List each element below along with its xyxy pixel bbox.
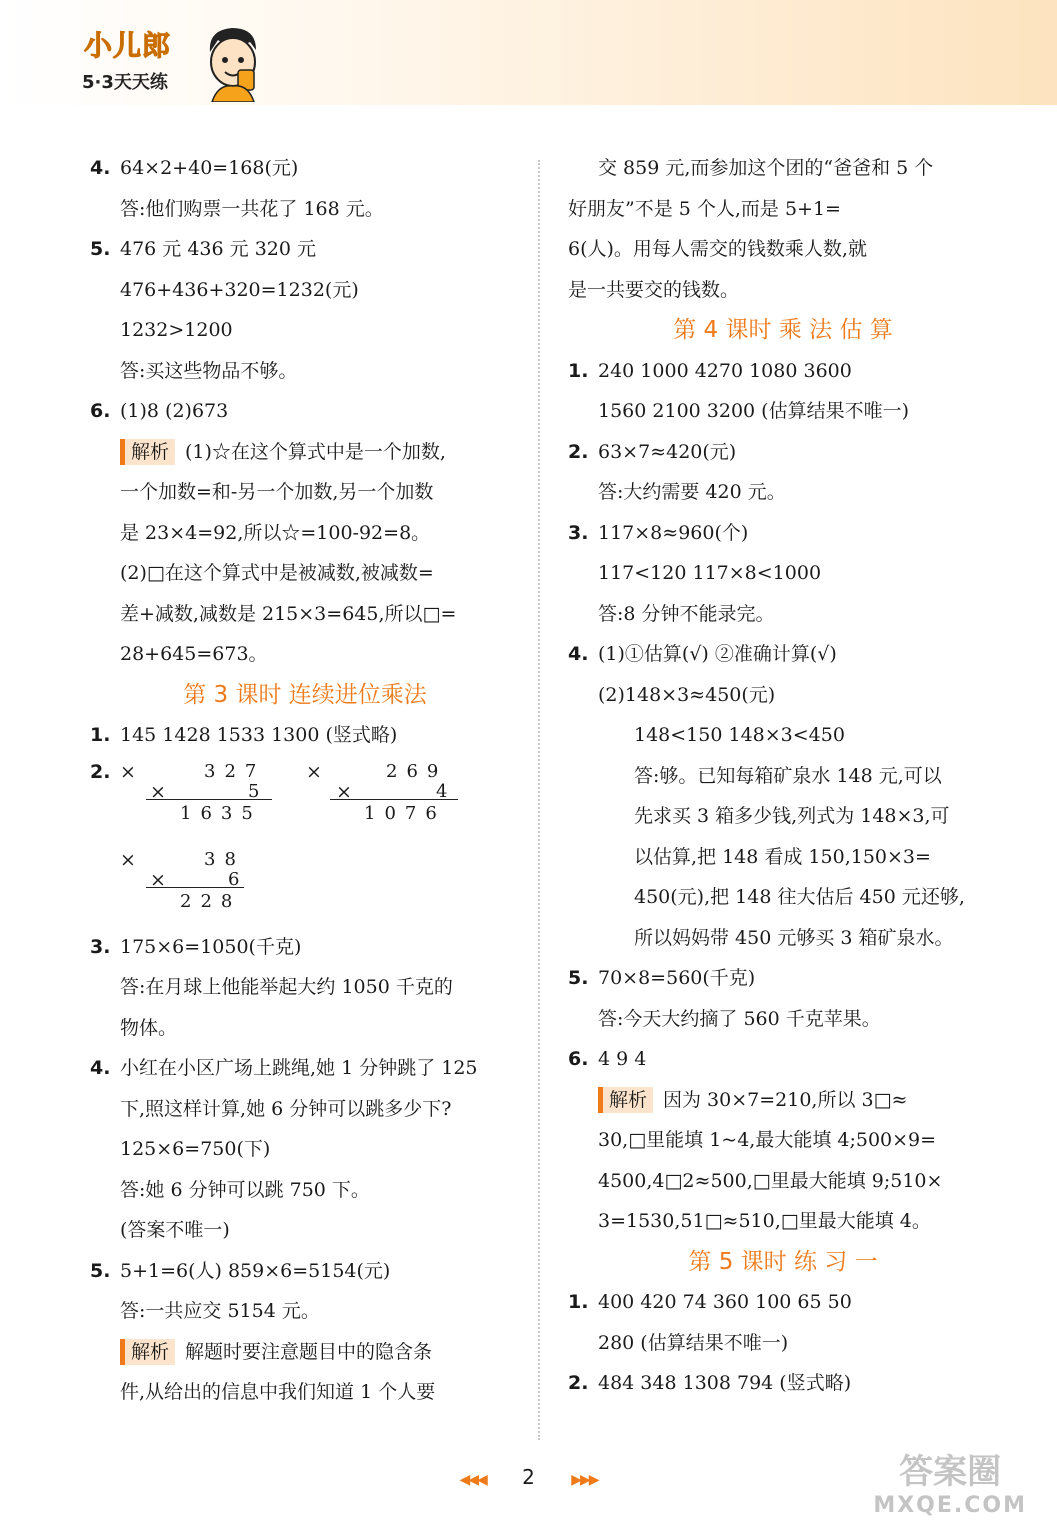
analysis-tag: 解析 (120, 439, 175, 465)
q5-number: 5. (90, 238, 111, 260)
q4-answer: 答:他们购票一共花了 168 元。 (120, 197, 384, 220)
r-q2-number: 2. (568, 440, 589, 463)
section-title-lesson4: 第 4 课时 乘 法 估 算 (673, 317, 893, 343)
r-q3-number: 3. (568, 521, 589, 544)
r-q1-line2: 1560 2100 3200 (估算结果不唯一) (598, 400, 910, 422)
s3q3-line3: 物体。 (120, 1016, 178, 1039)
s3q2-number: 2. (90, 760, 111, 783)
q6-line1: (1)8 (2)673 (120, 400, 229, 422)
times-sign: × (306, 760, 322, 783)
r-q5-number: 5. (568, 967, 589, 989)
r-q3-line2: 117<120 117×8<1000 (598, 562, 822, 584)
logo-title: 小儿郎 (84, 29, 172, 62)
s3q4-line2: 下,照这样计算,她 6 分钟可以跳多少下? (120, 1097, 452, 1120)
logo-subtitle: 5·3天天练 (82, 72, 168, 93)
vertical-multiplication-row1 (90, 756, 520, 846)
s5q2-line1: 484 348 1308 794 (竖式略) (598, 1372, 852, 1394)
times-sign: × (120, 848, 136, 871)
q5-line3: 1232>1200 (120, 319, 233, 341)
r-q4-line3: 148<150 148×3<450 (634, 724, 845, 746)
section-title-lesson3: 第 3 课时 连续进位乘法 (183, 681, 427, 708)
r-q1-line1: 240 1000 4270 1080 3600 (598, 359, 852, 382)
multiplicand: 327 (204, 760, 266, 782)
multiplicand: 38 (204, 848, 245, 870)
r-q5-line2: 答:今天大约摘了 560 千克苹果。 (598, 1007, 881, 1030)
prev-page-arrows-icon[interactable]: ◀◀◀ (459, 1472, 486, 1488)
q4-number: 4. (90, 157, 111, 179)
s3q3-line2: 答:在月球上他能举起大约 1050 千克的 (120, 976, 453, 998)
times-sign: × (150, 780, 166, 803)
r-q2-line1: 63×7≈420(元) (598, 440, 737, 463)
r-q4-number: 4. (568, 643, 589, 665)
r-q4-line2: (2)148×3≈450(元) (598, 683, 776, 706)
product: 1635 (180, 802, 262, 824)
multiplier: 4 (436, 780, 457, 802)
s3q1-number: 1. (90, 724, 111, 746)
analysis1-line4: (2)□在这个算式中是被减数,被减数= (120, 562, 434, 584)
r-q6-number: 6. (568, 1048, 589, 1070)
next-page-arrows-icon[interactable]: ▶▶▶ (571, 1472, 598, 1488)
logo (78, 18, 268, 98)
times-sign: × (120, 760, 136, 783)
continued-line3: 6(人)。用每人需交的钱数乘人数,就 (568, 238, 867, 260)
analysis1-line2: 一个加数=和-另一个加数,另一个加数 (120, 481, 434, 503)
r-q6-line1: 4 9 4 (598, 1048, 647, 1070)
s3q3-line1: 175×6=1050(千克) (120, 935, 302, 958)
product: 228 (180, 890, 242, 912)
r-q4-line8: 所以妈妈带 450 元够买 3 箱矿泉水。 (634, 926, 954, 949)
s3q4-number: 4. (90, 1057, 111, 1079)
column-divider (538, 160, 540, 1440)
q5-line1: 476 元 436 元 320 元 (120, 238, 316, 260)
s3q1-line1: 145 1428 1533 1300 (竖式略) (120, 724, 398, 746)
r-analysis-line2: 30,□里能填 1~4,最大能填 4;500×9= (598, 1129, 937, 1151)
s3q5-line2: 答:一共应交 5154 元。 (120, 1300, 320, 1322)
s3q4-line1: 小红在小区广场上跳绳,她 1 分钟跳了 125 (120, 1057, 478, 1079)
s3q4-line3: 125×6=750(下) (120, 1138, 271, 1160)
continued-line1: 交 859 元,而参加这个团的“爸爸和 5 个 (598, 157, 934, 179)
q5-answer: 答:买这些物品不够。 (120, 359, 298, 382)
times-sign: × (150, 868, 166, 891)
r-q3-line1: 117×8≈960(个) (598, 521, 749, 544)
s3q5-number: 5. (90, 1259, 111, 1282)
r-q4-line4: 答:够。已知每箱矿泉水 148 元,可以 (634, 764, 942, 787)
r-q4-line5: 先求买 3 箱多少钱,列式为 148×3,可 (634, 805, 950, 827)
multiplicand: 269 (386, 760, 448, 782)
s3q4-line4: 答:她 6 分钟可以跳 750 下。 (120, 1178, 370, 1201)
analysis-tag: 解析 (598, 1087, 653, 1113)
r-q4-line7: 450(元),把 148 往大估后 450 元还够, (634, 886, 965, 908)
q6-number: 6. (90, 400, 111, 422)
s3q4-line5: (答案不唯一) (120, 1219, 230, 1241)
watermark (873, 1452, 1027, 1523)
r-q3-line3: 答:8 分钟不能录完。 (598, 602, 775, 625)
watermark-main: 答案圈 (899, 1452, 1002, 1492)
continued-line4: 是一共要交的钱数。 (568, 278, 740, 301)
multiplier: 6 (228, 868, 249, 890)
analysis1-line3: 是 23×4=92,所以☆=100-92=8。 (120, 521, 431, 544)
product: 1076 (364, 802, 446, 824)
right-column (568, 148, 998, 1404)
r-q4-line1: (1)①估算(√) ②准确计算(√) (598, 643, 837, 665)
analysis1-line6: 28+645=673。 (120, 643, 268, 665)
continued-line2: 好朋友”不是 5 个人,而是 5+1= (568, 197, 841, 220)
r-q4-line6: 以估算,把 148 看成 150,150×3= (634, 845, 931, 868)
analysis2-line1: 解题时要注意题目中的隐含条 (185, 1340, 433, 1363)
s5q2-number: 2. (568, 1372, 589, 1394)
analysis-tag: 解析 (120, 1339, 175, 1365)
r-analysis-line3: 4500,4□2≈500,□里最大能填 9;510× (598, 1169, 943, 1192)
vertical-multiplication-row2 (90, 846, 520, 927)
r-analysis-line1: 因为 30×7=210,所以 3□≈ (663, 1088, 908, 1111)
left-column (90, 148, 520, 1413)
s3q5-line1: 5+1=6(人) 859×6=5154(元) (120, 1259, 391, 1282)
r-q5-line1: 70×8=560(千克) (598, 967, 756, 989)
r-q2-line2: 答:大约需要 420 元。 (598, 481, 786, 503)
s3q3-number: 3. (90, 935, 111, 958)
analysis2-line2: 件,从给出的信息中我们知道 1 个人要 (120, 1381, 436, 1403)
watermark-sub: MXQE.COM (873, 1493, 1027, 1518)
r-analysis-line4: 3=1530,51□≈510,□里最大能填 4。 (598, 1210, 931, 1232)
times-sign: × (336, 780, 352, 803)
multiplier: 5 (248, 780, 269, 802)
s5q1-line1: 400 420 74 360 100 65 50 (598, 1291, 852, 1313)
s5q1-number: 1. (568, 1291, 589, 1313)
section-title-lesson5: 第 5 课时 练 习 一 (688, 1248, 878, 1275)
analysis1-line5: 差+减数,减数是 215×3=645,所以□= (120, 602, 457, 625)
page-number: 2 (522, 1465, 535, 1489)
s5q1-line2: 280 (估算结果不唯一) (598, 1331, 789, 1354)
q5-line2: 476+436+320=1232(元) (120, 278, 359, 301)
boy-mascot-icon (198, 24, 268, 102)
analysis1-line1: (1)☆在这个算式中是一个加数, (185, 440, 446, 463)
q4-line1: 64×2+40=168(元) (120, 157, 299, 179)
r-q1-number: 1. (568, 359, 589, 382)
